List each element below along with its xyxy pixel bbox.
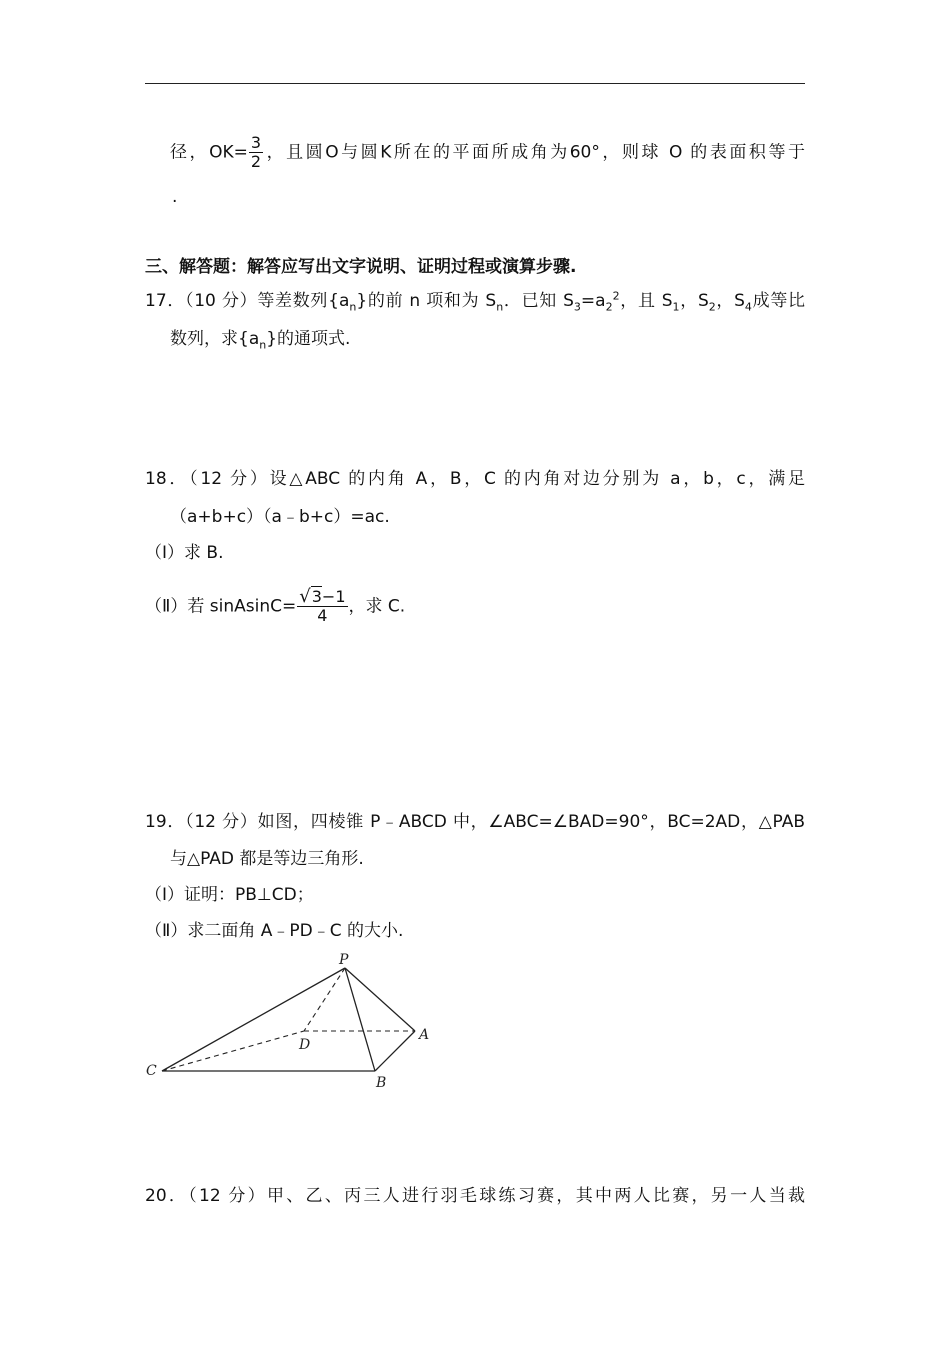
q17-t8: 成等比 — [751, 291, 806, 311]
pyramid-figure — [140, 950, 440, 1095]
q17-t3: ．已知 S — [503, 291, 574, 311]
q17-t4: =a — [580, 291, 606, 311]
ok-numerator: 3 — [250, 133, 262, 152]
q19-part-1: （Ⅰ）证明：PB⊥CD； — [145, 885, 314, 905]
sqrt-symbol: √ — [299, 586, 311, 607]
q16-text-a: 径， — [170, 142, 210, 163]
q17-number: 17． — [145, 291, 186, 311]
ok-label: OK= — [209, 142, 248, 163]
edge-PD — [304, 968, 345, 1031]
q17-sub-5: 1 — [672, 300, 680, 314]
label-B: B — [376, 1075, 387, 1091]
q17-l2-a: 数列，求{a — [170, 329, 260, 349]
q20-line-1: 20．（12 分）甲、乙、丙三人进行羽毛球练习赛，其中两人比赛，另一人当裁 — [145, 1186, 805, 1206]
q18-numerator — [297, 588, 347, 607]
q18-part-1: （Ⅰ）求 B. — [145, 543, 224, 563]
q17-sub-2: n — [496, 300, 504, 314]
numerator-tail: −1 — [321, 587, 346, 606]
q19-line-1: 19．（12 分）如图，四棱锥 P﹣ABCD 中，∠ABC=∠BAD=90°，BC=2AD，△PAB — [145, 812, 805, 832]
q17-sub-7: 4 — [744, 300, 752, 314]
q18-denominator: 4 — [317, 606, 328, 625]
q17-t1: （10 分）等差数列{a — [185, 291, 350, 311]
q18-line-1: 18．（12 分）设△ABC 的内角 A，B，C 的内角对边分别为 a，b，c，满足 — [145, 469, 805, 489]
q16-line-1 — [170, 134, 805, 171]
q16-text-b: ，且圆O与圆K所在的平面所成角为60°，则球 O 的表面积等于 — [264, 142, 805, 163]
q17-sub-1: n — [349, 300, 357, 314]
label-C: C — [146, 1063, 157, 1079]
q17-sub-4: 2 — [605, 300, 613, 314]
q17-l2-b: }的通项式. — [266, 329, 351, 349]
q19-line-2: 与△PAD 都是等边三角形. — [170, 849, 364, 869]
ok-denominator: 2 — [250, 152, 262, 171]
q17-sub-6: 2 — [708, 300, 716, 314]
q17-t6: ，S — [679, 291, 709, 311]
section-heading: 三、解答题：解答应写出文字说明、证明过程或演算步骤. — [145, 257, 577, 277]
q18-fraction — [297, 588, 347, 625]
q18-part-2 — [145, 588, 405, 625]
q16-line-2: . — [172, 187, 178, 207]
label-P: P — [339, 952, 349, 968]
edge-BA — [375, 1031, 415, 1071]
q17-t5: ，且 S — [619, 291, 673, 311]
ok-fraction — [249, 134, 263, 171]
q17-line-1 — [145, 290, 805, 312]
q17-line-2 — [170, 328, 350, 350]
edge-PC — [162, 968, 345, 1071]
q17-t7: ，S — [715, 291, 745, 311]
edge-PA — [345, 968, 415, 1031]
q18-p2-b: ，求 C. — [348, 596, 406, 617]
q18-line-2: （a+b+c）（a﹣b+c）=ac. — [170, 507, 390, 527]
q17-sup-4: 2 — [612, 289, 620, 303]
label-A: A — [419, 1027, 430, 1043]
q17-t2: }的前 n 项和为 S — [356, 291, 497, 311]
q18-p2-a: （Ⅱ）若 sinAsinC= — [145, 596, 297, 617]
q17-sub-3: 3 — [573, 300, 581, 314]
sqrt-body: 3 — [311, 587, 322, 606]
q19-part-2: （Ⅱ）求二面角 A﹣PD﹣C 的大小. — [145, 921, 404, 941]
header-rule — [145, 83, 805, 84]
label-D: D — [299, 1037, 311, 1053]
q17-l2-sub: n — [259, 338, 267, 352]
edge-CD — [162, 1031, 304, 1071]
edge-PB — [345, 968, 375, 1071]
